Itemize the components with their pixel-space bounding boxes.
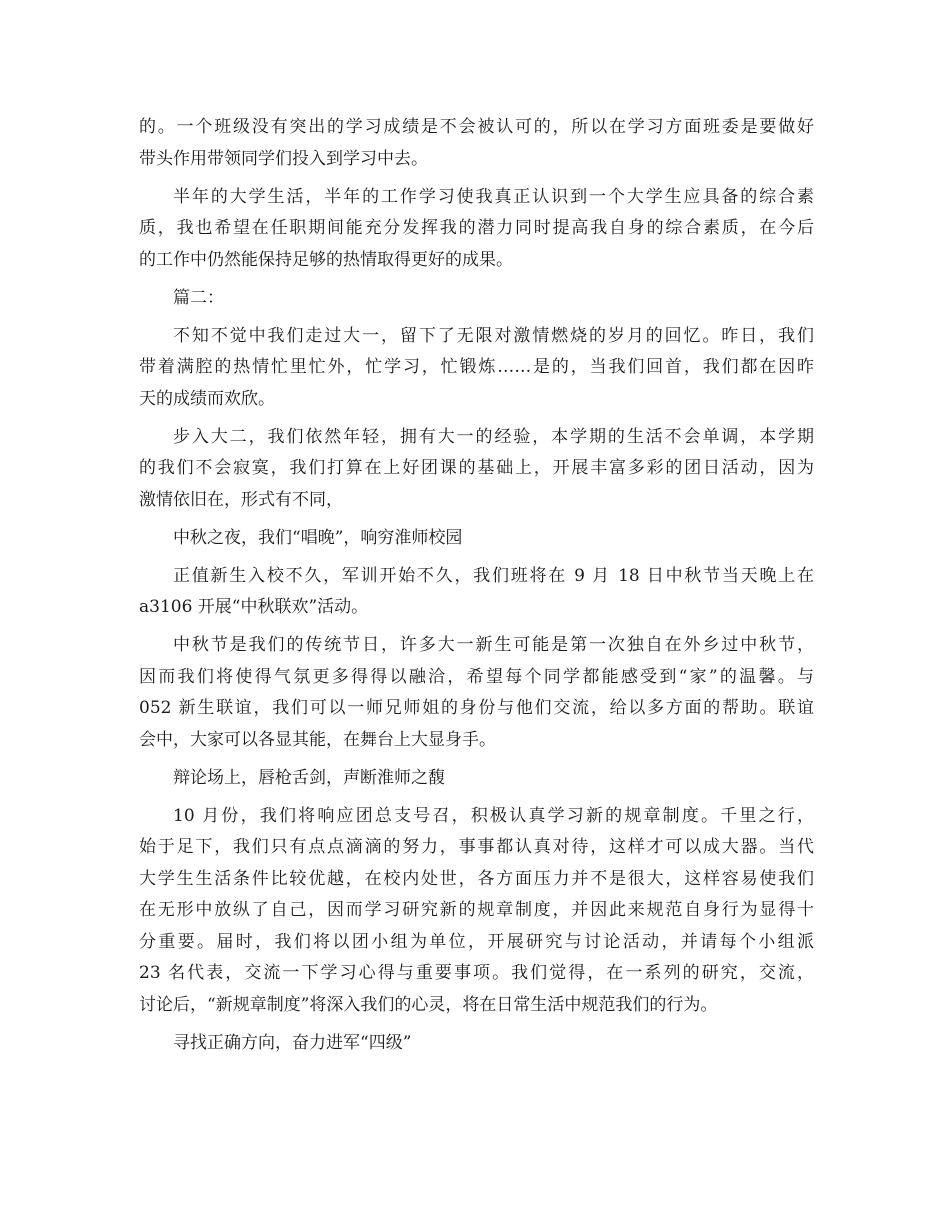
paragraph <box>139 561 814 624</box>
text-line: 分重要。届时，我们将以团小组为单位，开展研究与讨论活动，并请每个小组派 <box>139 931 814 952</box>
section-heading <box>139 283 814 315</box>
text-line: 23 名代表，交流一下学习心得与重要事项。我们觉得，在一系列的研究，交流， <box>139 963 814 983</box>
text-line: 大学生生活条件比较优越，在校内处世，各方面压力并不是很大，这样容易使我们 <box>139 868 814 889</box>
text-line: 始于足下，我们只有点点滴滴的努力，事事都认真对待，这样才可以成大器。当代 <box>139 837 814 857</box>
subheading <box>139 523 814 555</box>
text-line: 在无形中放纵了自己，因而学习研究新的规章制度，并因此来规范自身行为显得十 <box>139 900 814 920</box>
text-line: 天的成绩而欢欣。 <box>139 388 275 409</box>
paragraph <box>139 112 814 175</box>
document-body <box>139 112 814 1059</box>
text-line: 052 新生联谊，我们可以一师兄师姐的身份与他们交流，给以多方面的帮助。联谊 <box>139 698 814 718</box>
text-line: 激情依旧在，形式有不同， <box>139 489 343 510</box>
text-line: 讨论后，“新规章制度”将深入我们的心灵，将在日常生活中规范我们的行为。 <box>139 994 718 1015</box>
text-line: 带着满腔的热情忙里忙外，忙学习，忙锻炼……是的，当我们回首，我们都在因昨 <box>139 357 814 377</box>
text-line: 正值新生入校不久，军训开始不久，我们班将在 9 月 18 日中秋节当天晚上在 <box>173 565 814 586</box>
text-line: 半年的大学生活，半年的工作学习使我真正认识到一个大学生应具备的综合素 <box>173 186 814 207</box>
paragraph <box>139 422 814 517</box>
text-line: 不知不觉中我们走过大一，留下了无限对激情燃烧的岁月的回忆。昨日，我们 <box>173 325 814 346</box>
paragraph <box>139 630 814 756</box>
text-line: 辩论场上，唇枪舌剑，声断淮师之馥 <box>173 767 445 788</box>
subheading <box>139 1028 814 1060</box>
text-line: 的。一个班级没有突出的学习成绩是不会被认可的，所以在学习方面班委是要做好 <box>139 117 814 137</box>
text-line: 寻找正确方向，奋力进军“四级” <box>173 1032 412 1053</box>
text-line: 的我们不会寂寞，我们打算在上好团课的基础上，开展丰富多彩的团日活动，因为 <box>139 458 814 478</box>
text-line: 中秋之夜，我们“唱晚”，响穷淮师校园 <box>173 527 463 548</box>
text-line: 的工作中仍然能保持足够的热情取得更好的成果。 <box>139 249 513 270</box>
text-line: 中秋节是我们的传统节日，许多大一新生可能是第一次独自在外乡过中秋节， <box>173 635 814 655</box>
text-line: 会中，大家可以各显其能，在舞台上大显身手。 <box>139 729 496 750</box>
text-line: a3106 开展“中秋联欢”活动。 <box>139 597 369 617</box>
text-line: 带头作用带领同学们投入到学习中去。 <box>139 148 428 169</box>
subheading <box>139 763 814 795</box>
text-line: 步入大二，我们依然年轻，拥有大一的经验，本学期的生活不会单调，本学期 <box>173 426 814 447</box>
text-line: 质，我也希望在任职期间能充分发挥我的潜力同时提高我自身的综合素质，在今后 <box>139 218 814 238</box>
text-line: 10 月份，我们将响应团总支号召，积极认真学习新的规章制度。千里之行， <box>173 805 814 826</box>
text-line: 篇二： <box>173 287 224 308</box>
paragraph <box>139 321 814 416</box>
text-line: 因而我们将使得气氛更多得得以融洽，希望每个同学都能感受到“家”的温馨。与 <box>139 666 814 687</box>
paragraph <box>139 182 814 277</box>
paragraph <box>139 801 814 1022</box>
